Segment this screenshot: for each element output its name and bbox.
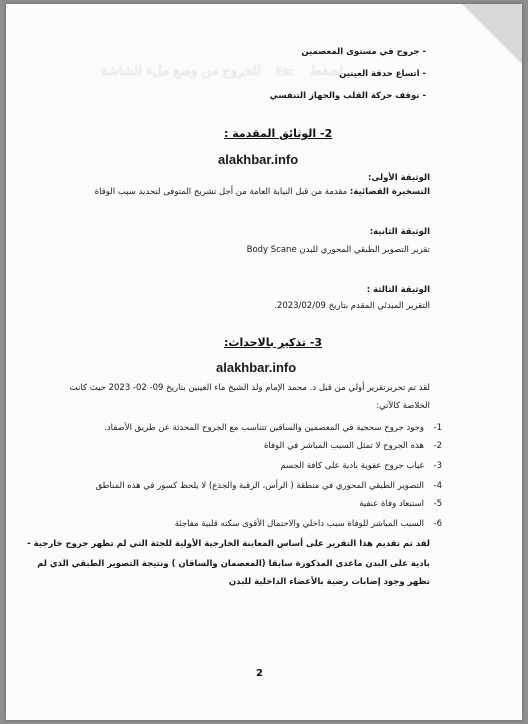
doc-2-title: الوثيقة الثانية: [369, 227, 430, 237]
doc-3-title: الوثيقة الثالثة : [366, 285, 430, 295]
finding-text: استبعاد وفاة عنفية [359, 499, 424, 509]
esc-key-badge: Esc [271, 64, 300, 79]
finding-text: السبب المباشر للوفاة سبب داخلي والاحتمال الأقوى سكته قلبية مفاجئة [174, 519, 424, 529]
bullet: - [422, 69, 426, 79]
fullscreen-exit-hint [72, 54, 372, 88]
finding-number: 2- [433, 441, 442, 451]
intro-line-1: لقد تم تحريرتقرير أولي من قبل د. محمد الإمام ولد الشيخ ماء العينين بتاريخ 09- 02- 2023 حيث كانت [69, 383, 430, 393]
finding-number: 1- [433, 423, 442, 433]
section-2-heading: 2- الوثائق المقدمة : [224, 127, 333, 140]
section-3-heading: 3- تذكير بالاحداث: [224, 336, 323, 349]
finding-text: هذه الجروح لا تمثل السبب المباشر في الوفاة [263, 441, 424, 451]
finding-item-4 [96, 480, 442, 493]
finding-text: التصوير الطبقي المحوري في منطقة ( الرأس، الرقبة والجذع) لا يلحظ كسور في هذه المناطق [95, 481, 424, 491]
doc-1-text: مقدمة من قبل النيابة العامة من أجل تشريح المتوفى لتحديد سبب الوفاة [94, 187, 350, 197]
hint-text: اضغط [309, 63, 344, 79]
finding-item-6 [175, 518, 442, 531]
finding-item-2 [264, 440, 442, 453]
symptom-text: اتساع حدقة العينين [339, 69, 420, 79]
finding-item-3 [280, 460, 442, 473]
page-fold [462, 4, 522, 64]
hint-text-2: للخروج من وضع ملء الشاشة [100, 63, 262, 79]
doc-2-text: تقرير التصوير الطبقي المحوري للبدن Body Scane [246, 245, 430, 255]
finding-number: 6- [433, 519, 442, 529]
doc-1-title: الوثيقة الأولى: [367, 173, 430, 183]
bullet: - [422, 47, 426, 57]
symptom-text: توقف حركة القلب والجهاز التنفسي [269, 91, 420, 101]
finding-item-5 [359, 498, 442, 511]
finding-text: غياب جروح عفوية بادية على كافة الجسم [280, 461, 424, 471]
doc-1-line [95, 186, 430, 199]
conclusion-line-3: تظهر وجود إصابات رضية بالأعضاء الداخلية للبدن [228, 577, 430, 587]
bullet: - [422, 91, 426, 101]
conclusion-line-1: لقد تم تقديم هذا التقرير على أساس المعاينة الخارجية الأولية للجثة التي لم تظهر جروح خارجية - [27, 539, 430, 549]
watermark-1: alakhbar.info [218, 152, 299, 167]
page-number: 2 [256, 668, 263, 679]
finding-number: 5- [433, 499, 442, 509]
conclusion-line-2: بادية على البدن ماعدى المذكورة سابقا (المعصمان والساقان ) ونتيجة التصوير الطبقي الذي لم [37, 559, 430, 569]
finding-number: 4- [433, 481, 442, 491]
finding-number: 3- [433, 461, 442, 471]
doc-3-text: التقرير المبدئي المقدم بتاريخ 2023/02/09. [274, 301, 430, 311]
doc-1-label: التسخيرة القضائية: [349, 187, 430, 197]
finding-text: وجود جروح سحجية في المعصمين والساقين تتناسب مع الجروح المحدثة عن طريق الأصفاد. [104, 423, 424, 433]
watermark-2: alakhbar.info [216, 360, 297, 375]
symptom-line-3 [270, 90, 426, 103]
document-page [6, 4, 522, 720]
finding-item-1 [104, 422, 442, 435]
symptom-text: جروح في مستوى المعصمين [301, 47, 420, 57]
intro-line-2: الخلاصة كالآتي: [376, 401, 430, 411]
